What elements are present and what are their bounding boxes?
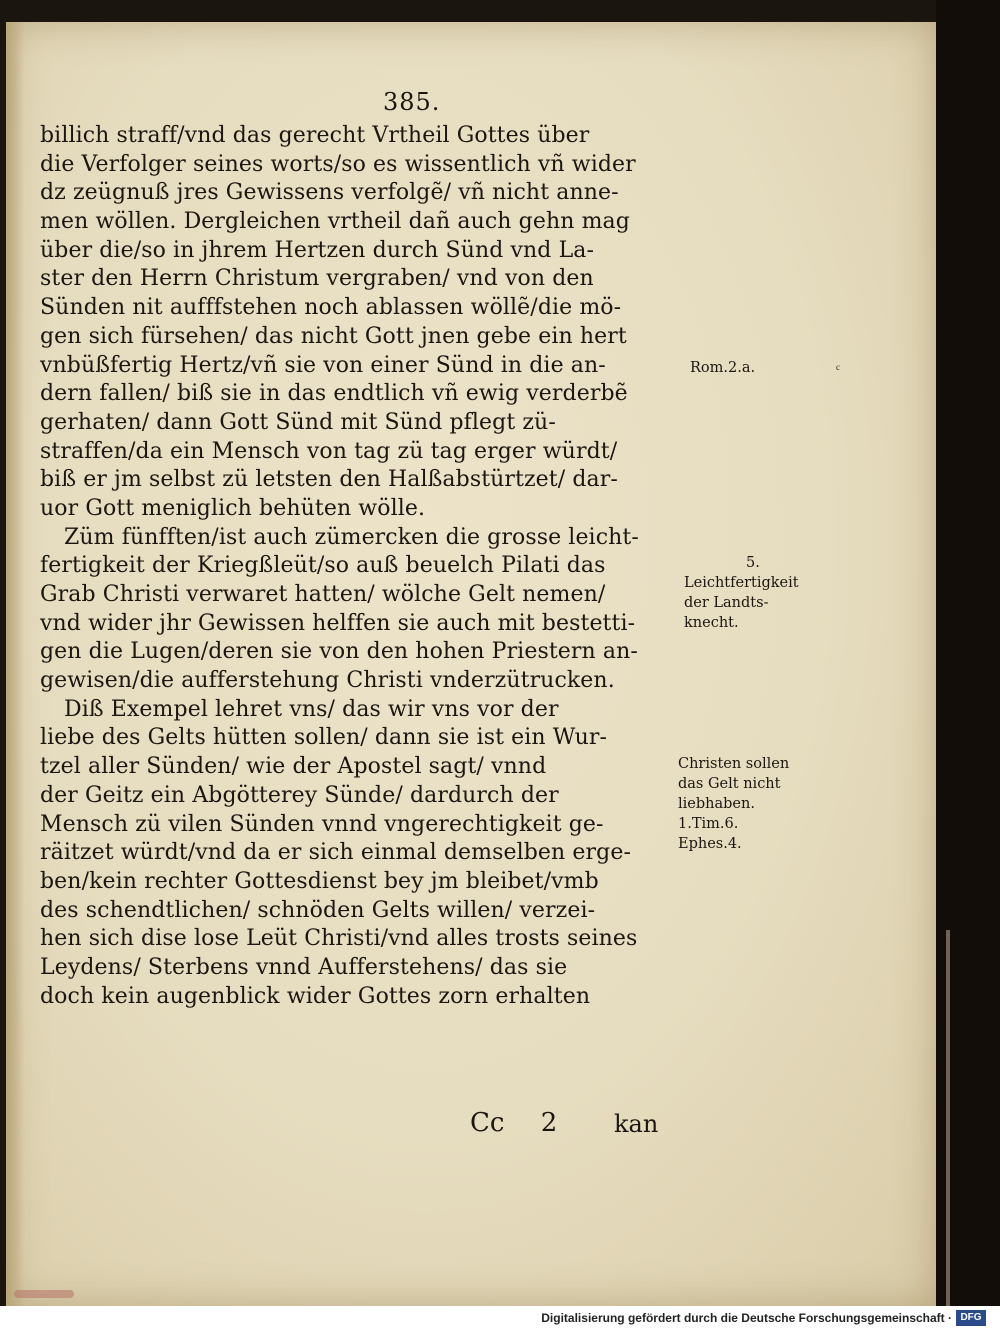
text-line: straffen/da ein Mensch von tag zü tag erger würdt/ (40, 438, 618, 464)
text-line: gen die Lugen/deren sie von den hohen Priestern an- (40, 639, 638, 665)
paragraph-start-line: Züm fünfften/ist auch zümercken die grosse leicht- (64, 524, 639, 550)
text-line: men wöllen. Dergleichen vrtheil dañ auch gehn mag (40, 209, 630, 235)
funding-credit: Digitalisierung gefördert durch die Deutsche Forschungsgemeinschaft · (541, 1311, 952, 1325)
margin-note-rom: Rom.2.a. (690, 360, 756, 376)
margin-note-line: der Landts- (684, 595, 769, 611)
margin-note-line: Leichtfertigkeit (684, 575, 799, 591)
margin-note-line: Ephes.4. (678, 836, 742, 852)
text-line: ben/kein rechter Gottesdienst bey jm bleibet/vmb (40, 868, 599, 894)
book-edge-highlight (946, 930, 950, 1306)
page-stain (14, 1290, 74, 1298)
text-line: Mensch zü vilen Sünden vnnd vngerechtigkeit ge- (40, 811, 604, 837)
margin-note-line: 1.Tim.6. (678, 816, 739, 832)
main-text-block (40, 122, 690, 1011)
text-line: fertigkeit der Kriegßleüt/so auß beuelch Pilati das (40, 553, 606, 579)
text-line: der Geitz ein Abgötterey Sünde/ dardurch der (40, 782, 559, 808)
text-line: Grab Christi verwaret hatten/ wölche Gelt nemen/ (40, 582, 606, 607)
text-line: dern fallen/ biß sie in das endtlich vñ ewig verderbẽ (40, 381, 628, 407)
footer-bar (0, 1306, 1000, 1331)
text-line: biß er jm selbst zü letsten den Halßabstürtzet/ dar- (40, 467, 618, 493)
margin-note-number: 5. (746, 555, 760, 571)
page-number: 385. (383, 88, 441, 116)
text-line: liebe des Gelts hütten sollen/ dann sie ist ein Wur- (40, 725, 608, 751)
text-line: vnbüßfertig Hertz/vñ sie von einer Sünd in die an- (40, 352, 606, 378)
text-line: ster den Herrn Christum vergraben/ vnd von den (40, 266, 594, 292)
catchword: kan (614, 1110, 659, 1138)
text-line: uor Gott meniglich behüten wölle. (40, 495, 426, 521)
text-line: gewisen/die aufferstehung Christi vnderzütrucken. (40, 668, 615, 694)
page-gutter-shadow (6, 22, 24, 1306)
text-line: vnd wider jhr Gewissen helffen sie auch mit bestetti- (40, 610, 636, 636)
text-line: doch kein augenblick wider Gottes zorn erhalten (40, 983, 591, 1009)
text-line: tzel aller Sünden/ wie der Apostel sagt/ vnnd (40, 754, 547, 780)
text-line: des schendtlichen/ schnöden Gelts willen/ verzei- (40, 897, 596, 923)
paragraph-start-line: Diß Exempel lehret vns/ das wir vns vor der (64, 696, 559, 722)
margin-note-line: knecht. (684, 615, 739, 631)
dfg-logo-icon: DFG (956, 1310, 986, 1326)
margin-note-christen (678, 754, 789, 854)
text-line: hen sich dise lose Leüt Christi/vnd alles trosts seines (40, 926, 638, 952)
signature-mark: Cc 2 (470, 1108, 558, 1138)
text-line: Sünden nit aufffstehen noch ablassen wöllẽ/die mö- (40, 295, 622, 321)
text-line: die Verfolger seines worts/so es wissentlich vñ wider (40, 151, 636, 177)
text-line: räitzet würdt/vnd da er sich einmal demselben erge- (40, 840, 631, 866)
text-line: billich straff/vnd das gerecht Vrtheil Gottes über (40, 123, 590, 148)
text-line: dz zeügnuß jres Gewissens verfolgẽ/ vñ nicht anne- (40, 180, 619, 206)
text-line: gen sich fürsehen/ das nicht Gott jnen gebe ein hert (40, 323, 627, 349)
text-line: gerhaten/ dann Gott Sünd mit Sünd pflegt zü- (40, 409, 556, 435)
margin-note-leichtfertigkeit (684, 553, 799, 633)
text-line: Leydens/ Sterbens vnnd Aufferstehens/ das sie (40, 954, 568, 980)
margin-note-line: das Gelt nicht (678, 776, 781, 792)
margin-note-line: Christen sollen (678, 756, 790, 772)
margin-note-line: liebhaben. (678, 796, 755, 812)
text-line: über die/so in jhrem Hertzen durch Sünd vnd La- (40, 237, 595, 263)
